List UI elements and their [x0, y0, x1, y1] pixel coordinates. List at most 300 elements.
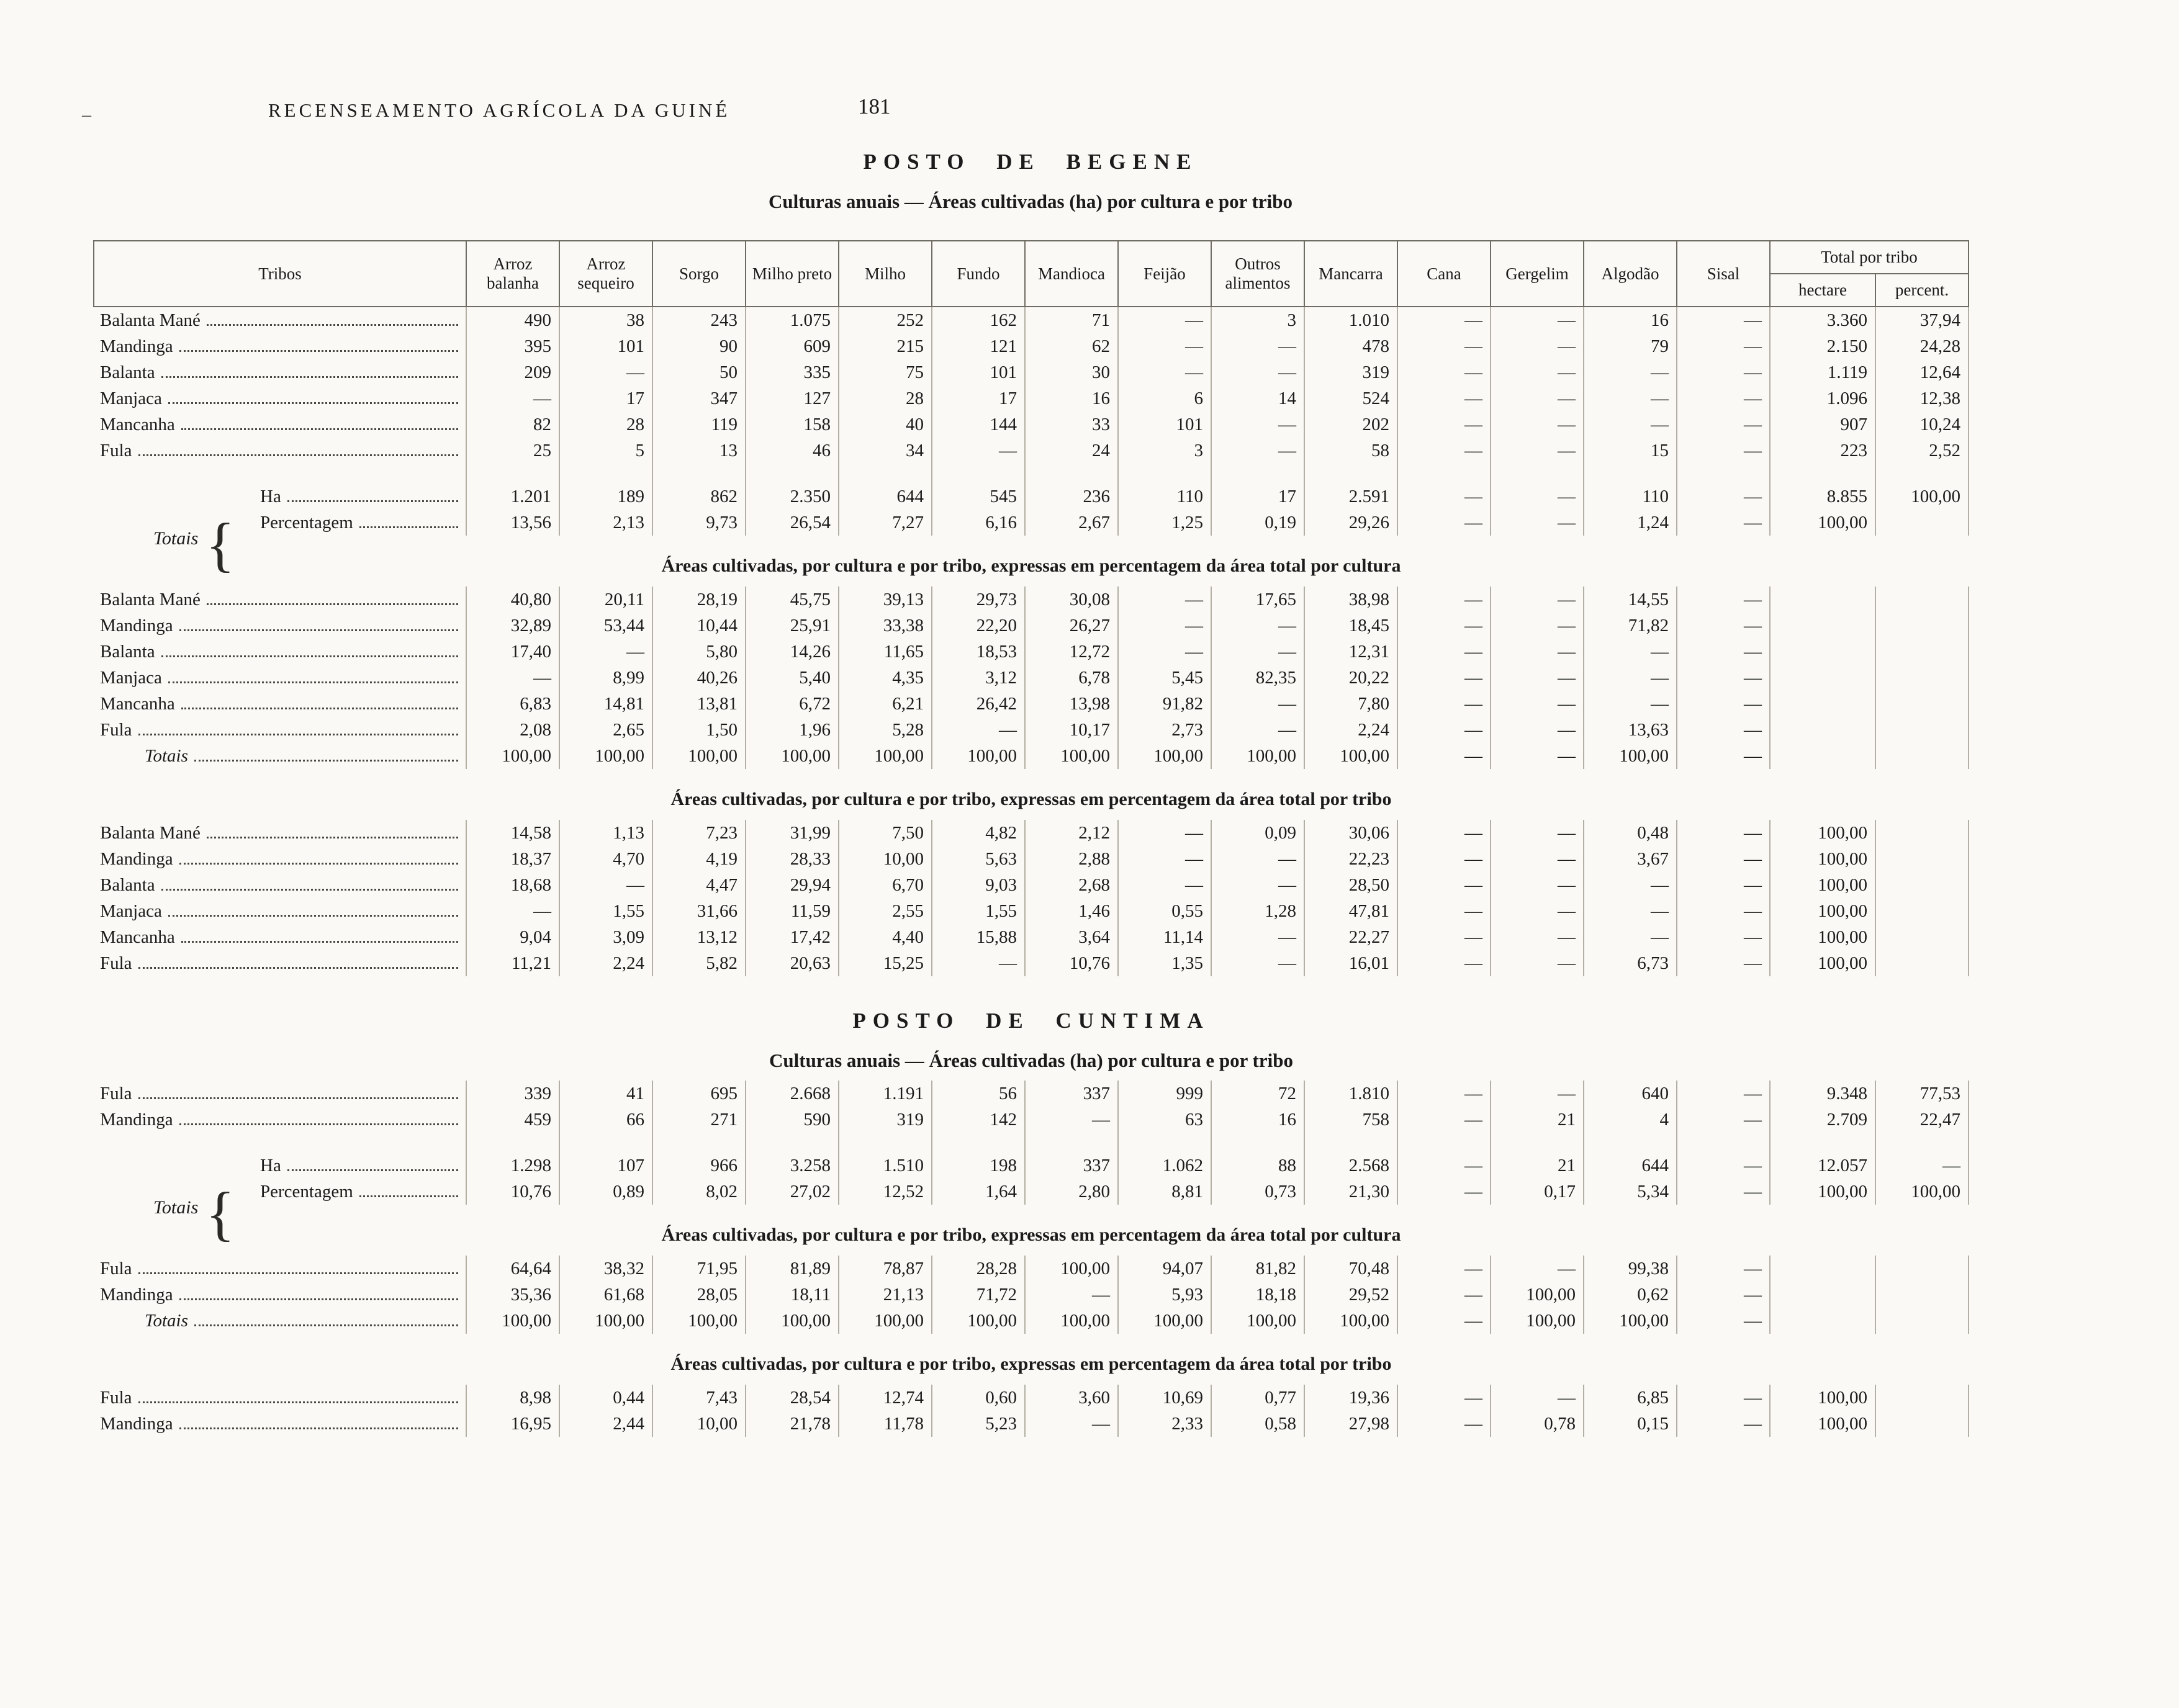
row-label: Fula: [94, 1256, 466, 1282]
value-cell: —: [1397, 1308, 1491, 1334]
value-cell: [1875, 950, 1969, 976]
value-cell: 30,06: [1304, 820, 1397, 846]
value-cell: 20,63: [746, 950, 839, 976]
value-cell: —: [1584, 359, 1677, 385]
value-cell: 5,93: [1118, 1282, 1211, 1308]
value-cell: 347: [652, 385, 746, 411]
cuntima-title: POSTO DE CUNTIMA: [852, 1009, 1210, 1033]
value-cell: 0,89: [559, 1179, 652, 1205]
row-label: Mandinga: [94, 333, 466, 359]
value-cell: 17: [1211, 464, 1304, 510]
value-cell: 17: [932, 385, 1025, 411]
row-label: Mancanha: [94, 924, 466, 950]
page-header: [0, 0, 2179, 146]
row-label: Balanta Mané: [94, 820, 466, 846]
value-cell: —: [1491, 333, 1584, 359]
value-cell: 16: [1025, 385, 1118, 411]
value-cell: [1875, 820, 1969, 846]
section-heading-row: [94, 536, 1969, 587]
value-cell: —: [1677, 1385, 1770, 1411]
value-cell: 31,66: [652, 898, 746, 924]
value-cell: —: [1397, 898, 1491, 924]
value-cell: —: [1677, 691, 1770, 717]
value-cell: —: [1397, 1256, 1491, 1282]
value-cell: —: [1677, 1282, 1770, 1308]
value-cell: 28,54: [746, 1385, 839, 1411]
dot-leader: [179, 1298, 458, 1300]
value-cell: 2,33: [1118, 1411, 1211, 1437]
value-cell: —: [1397, 464, 1491, 510]
value-cell: 0,55: [1118, 898, 1211, 924]
value-cell: 100,00: [466, 743, 559, 769]
value-cell: 56: [932, 1081, 1025, 1107]
value-cell: [1875, 613, 1969, 639]
value-cell: 100,00: [1304, 1308, 1397, 1334]
value-cell: 0,48: [1584, 820, 1677, 846]
value-cell: [1770, 1282, 1875, 1308]
cuntima-totais-pct-row: [94, 1179, 1969, 1205]
value-cell: —: [1677, 1411, 1770, 1437]
dot-leader: [179, 1427, 458, 1429]
value-cell: 18,68: [466, 872, 559, 898]
value-cell: 15: [1584, 438, 1677, 464]
value-cell: 78,87: [839, 1256, 932, 1282]
value-cell: 94,07: [1118, 1256, 1211, 1282]
value-cell: 30: [1025, 359, 1118, 385]
value-cell: —: [1491, 924, 1584, 950]
dot-leader: [161, 655, 458, 657]
dot-leader: [179, 629, 458, 631]
value-cell: 79: [1584, 333, 1677, 359]
value-cell: —: [1491, 438, 1584, 464]
value-cell: 10,00: [652, 1411, 746, 1437]
header-row-1: [94, 241, 1969, 274]
value-cell: 640: [1584, 1081, 1677, 1107]
value-cell: 2,80: [1025, 1179, 1118, 1205]
value-cell: —: [1584, 898, 1677, 924]
value-cell: 22,23: [1304, 846, 1397, 872]
begene-totais-ha-label: Totais { Ha: [94, 464, 466, 510]
value-cell: —: [466, 665, 559, 691]
brace-glyph: {: [205, 1180, 235, 1248]
value-cell: 29,52: [1304, 1282, 1397, 1308]
value-cell: —: [1211, 872, 1304, 898]
value-cell: 27,02: [746, 1179, 839, 1205]
value-cell: 644: [1584, 1133, 1677, 1179]
table-row: [94, 1385, 1969, 1411]
value-cell: —: [1677, 438, 1770, 464]
value-cell: 21,13: [839, 1282, 932, 1308]
value-cell: 14,81: [559, 691, 652, 717]
brace-glyph: {: [205, 511, 235, 579]
value-cell: —: [1584, 665, 1677, 691]
value-cell: 31,99: [746, 820, 839, 846]
row-label: Fula: [94, 438, 466, 464]
value-cell: 8,99: [559, 665, 652, 691]
col-header-total-group: Total por tribo: [1770, 241, 1969, 274]
value-cell: —: [1025, 1107, 1118, 1133]
value-cell: 15,88: [932, 924, 1025, 950]
value-cell: 28,19: [652, 587, 746, 613]
value-cell: —: [1397, 385, 1491, 411]
section-heading-cultura: Áreas cultivadas, por cultura e por tribo, expressas em percentagem da área total por cultura: [661, 555, 1401, 577]
value-cell: 32,89: [466, 613, 559, 639]
cuntima-title-body: [94, 976, 1969, 1081]
value-cell: 907: [1770, 411, 1875, 438]
value-cell: —: [559, 359, 652, 385]
value-cell: —: [1677, 359, 1770, 385]
table-row: [94, 1308, 1969, 1334]
col-header-crop: Arroz sequeiro: [559, 241, 652, 307]
dot-leader: [359, 526, 458, 528]
value-cell: 99,38: [1584, 1256, 1677, 1282]
value-cell: 41: [559, 1081, 652, 1107]
value-cell: 29,73: [932, 587, 1025, 613]
value-cell: [1875, 587, 1969, 613]
value-cell: 2,67: [1025, 510, 1118, 536]
cuntima-heading-tribo-body: [94, 1334, 1969, 1385]
col-header-percent: percent.: [1875, 274, 1969, 307]
value-cell: —: [1211, 359, 1304, 385]
census-table: [93, 240, 1969, 1437]
value-cell: 3: [1118, 438, 1211, 464]
value-cell: 13: [652, 438, 746, 464]
value-cell: [1875, 639, 1969, 665]
value-cell: 88: [1211, 1133, 1304, 1179]
value-cell: 100,00: [1118, 743, 1211, 769]
value-cell: —: [1875, 1133, 1969, 1179]
value-cell: 142: [932, 1107, 1025, 1133]
value-cell: —: [1677, 587, 1770, 613]
value-cell: 28,28: [932, 1256, 1025, 1282]
value-cell: —: [1397, 510, 1491, 536]
begene-pct-cultura-body: [94, 587, 1969, 769]
table-row: [94, 1282, 1969, 1308]
value-cell: 6,78: [1025, 665, 1118, 691]
begene-pct-tribo-body: [94, 820, 1969, 976]
row-label: Fula: [94, 717, 466, 743]
value-cell: —: [1491, 717, 1584, 743]
value-cell: —: [1677, 743, 1770, 769]
value-cell: 82: [466, 411, 559, 438]
value-cell: 100,00: [1211, 743, 1304, 769]
value-cell: [1770, 639, 1875, 665]
value-cell: 10,76: [466, 1179, 559, 1205]
begene-subtitle: Culturas anuais — Áreas cultivadas (ha) por cultura e por tribo: [769, 191, 1293, 212]
value-cell: —: [1677, 924, 1770, 950]
value-cell: 12,72: [1025, 639, 1118, 665]
value-cell: 545: [932, 464, 1025, 510]
totais-brace-label: Totais {: [153, 511, 235, 579]
value-cell: 644: [839, 464, 932, 510]
value-cell: —: [1397, 924, 1491, 950]
value-cell: 966: [652, 1133, 746, 1179]
begene-totais-pct-label: Percentagem: [94, 510, 466, 536]
value-cell: [1875, 846, 1969, 872]
value-cell: 110: [1118, 464, 1211, 510]
value-cell: 6,72: [746, 691, 839, 717]
cuntima-heading-cultura-body: [94, 1205, 1969, 1256]
value-cell: —: [1397, 438, 1491, 464]
row-label: Mancanha: [94, 411, 466, 438]
value-cell: 24,28: [1875, 333, 1969, 359]
value-cell: —: [1211, 717, 1304, 743]
value-cell: 1.510: [839, 1133, 932, 1179]
value-cell: 100,00: [1211, 1308, 1304, 1334]
value-cell: 5,80: [652, 639, 746, 665]
value-cell: 3,12: [932, 665, 1025, 691]
value-cell: 101: [559, 333, 652, 359]
value-cell: 62: [1025, 333, 1118, 359]
cuntima-totais-pct-label: Percentagem: [94, 1179, 466, 1205]
section-heading-tribo: Áreas cultivadas, por cultura e por tribo, expressas em percentagem da área total por tribo: [670, 1354, 1392, 1375]
value-cell: 7,23: [652, 820, 746, 846]
value-cell: 6,73: [1584, 950, 1677, 976]
value-cell: 91,82: [1118, 691, 1211, 717]
value-cell: 5,28: [839, 717, 932, 743]
value-cell: 21: [1491, 1133, 1584, 1179]
value-cell: 100,00: [1770, 510, 1875, 536]
value-cell: 61,68: [559, 1282, 652, 1308]
table-row: [94, 307, 1969, 333]
value-cell: [1875, 1308, 1969, 1334]
value-cell: 127: [746, 385, 839, 411]
dot-leader: [194, 760, 458, 762]
value-cell: —: [1677, 950, 1770, 976]
value-cell: 9,03: [932, 872, 1025, 898]
value-cell: 6,70: [839, 872, 932, 898]
value-cell: 2,24: [559, 950, 652, 976]
value-cell: 2.709: [1770, 1107, 1875, 1133]
value-cell: 12.057: [1770, 1133, 1875, 1179]
value-cell: 6,21: [839, 691, 932, 717]
value-cell: 16,01: [1304, 950, 1397, 976]
value-cell: —: [932, 950, 1025, 976]
row-label: Totais: [94, 1308, 466, 1334]
dot-leader: [161, 376, 458, 378]
value-cell: 119: [652, 411, 746, 438]
dot-leader: [179, 350, 458, 352]
value-cell: 335: [746, 359, 839, 385]
value-cell: —: [1584, 411, 1677, 438]
value-cell: 12,52: [839, 1179, 932, 1205]
dot-leader: [168, 915, 458, 917]
value-cell: 26,54: [746, 510, 839, 536]
value-cell: 100,00: [1491, 1282, 1584, 1308]
table-row: [94, 1081, 1969, 1107]
table-row: [94, 1256, 1969, 1282]
value-cell: 158: [746, 411, 839, 438]
value-cell: 101: [1118, 411, 1211, 438]
value-cell: [1770, 691, 1875, 717]
value-cell: —: [1677, 613, 1770, 639]
value-cell: 2,08: [466, 717, 559, 743]
value-cell: 5,82: [652, 950, 746, 976]
value-cell: —: [1677, 1179, 1770, 1205]
value-cell: 10,44: [652, 613, 746, 639]
row-label: Fula: [94, 1385, 466, 1411]
value-cell: 64,64: [466, 1256, 559, 1282]
table-row: [94, 613, 1969, 639]
col-header-crop: Mandioca: [1025, 241, 1118, 307]
row-label: Mandinga: [94, 613, 466, 639]
value-cell: 5: [559, 438, 652, 464]
section-heading-row: [94, 1334, 1969, 1385]
value-cell: 26,42: [932, 691, 1025, 717]
table-row: [94, 411, 1969, 438]
value-cell: —: [1677, 1133, 1770, 1179]
value-cell: —: [1677, 717, 1770, 743]
value-cell: 1.810: [1304, 1081, 1397, 1107]
value-cell: —: [932, 438, 1025, 464]
value-cell: —: [1397, 717, 1491, 743]
value-cell: 100,00: [1304, 743, 1397, 769]
value-cell: —: [1491, 411, 1584, 438]
value-cell: 2,13: [559, 510, 652, 536]
value-cell: 758: [1304, 1107, 1397, 1133]
value-cell: —: [1677, 510, 1770, 536]
value-cell: 695: [652, 1081, 746, 1107]
value-cell: 1.062: [1118, 1133, 1211, 1179]
cuntima-subtitle-row: [94, 1033, 1969, 1081]
value-cell: 70,48: [1304, 1256, 1397, 1282]
value-cell: —: [1677, 385, 1770, 411]
value-cell: 3,67: [1584, 846, 1677, 872]
value-cell: [1875, 691, 1969, 717]
value-cell: —: [1118, 872, 1211, 898]
value-cell: —: [1211, 411, 1304, 438]
value-cell: 100,00: [1770, 846, 1875, 872]
cuntima-totais-ha-row: [94, 1133, 1969, 1179]
value-cell: 100,00: [652, 743, 746, 769]
value-cell: [1875, 898, 1969, 924]
dot-leader: [194, 1324, 458, 1326]
value-cell: 21: [1491, 1107, 1584, 1133]
value-cell: 37,94: [1875, 307, 1969, 333]
value-cell: 319: [1304, 359, 1397, 385]
value-cell: 10,69: [1118, 1385, 1211, 1411]
col-header-crop: Sisal: [1677, 241, 1770, 307]
value-cell: 15,25: [839, 950, 932, 976]
value-cell: 4,82: [932, 820, 1025, 846]
cuntima-pct-cultura-body: [94, 1256, 1969, 1334]
table-row: [94, 587, 1969, 613]
value-cell: 100,00: [559, 743, 652, 769]
value-cell: 9,73: [652, 510, 746, 536]
value-cell: 107: [559, 1133, 652, 1179]
value-cell: 999: [1118, 1081, 1211, 1107]
value-cell: 2,44: [559, 1411, 652, 1437]
value-cell: 1,24: [1584, 510, 1677, 536]
value-cell: 26,27: [1025, 613, 1118, 639]
value-cell: 2,68: [1025, 872, 1118, 898]
value-cell: 100,00: [1584, 1308, 1677, 1334]
table-row: [94, 820, 1969, 846]
value-cell: 198: [932, 1133, 1025, 1179]
dot-leader: [138, 1272, 458, 1274]
value-cell: 0,60: [932, 1385, 1025, 1411]
value-cell: 2,73: [1118, 717, 1211, 743]
value-cell: —: [1397, 743, 1491, 769]
col-header-tribos: Tribos: [94, 241, 466, 307]
value-cell: 7,27: [839, 510, 932, 536]
value-cell: 100,00: [932, 743, 1025, 769]
dot-leader: [138, 454, 458, 456]
value-cell: 10,24: [1875, 411, 1969, 438]
value-cell: —: [1491, 872, 1584, 898]
value-cell: 2,88: [1025, 846, 1118, 872]
value-cell: —: [1397, 587, 1491, 613]
value-cell: 90: [652, 333, 746, 359]
table-row: [94, 1107, 1969, 1133]
row-label: Mandinga: [94, 1411, 466, 1437]
value-cell: [1770, 743, 1875, 769]
value-cell: 189: [559, 464, 652, 510]
value-cell: 17,65: [1211, 587, 1304, 613]
value-cell: 100,00: [839, 743, 932, 769]
section-heading-row: [94, 1205, 1969, 1256]
value-cell: 0,73: [1211, 1179, 1304, 1205]
value-cell: 202: [1304, 411, 1397, 438]
value-cell: 72: [1211, 1081, 1304, 1107]
value-cell: 47,81: [1304, 898, 1397, 924]
value-cell: 33,38: [839, 613, 932, 639]
value-cell: —: [1677, 1308, 1770, 1334]
dot-leader: [179, 1123, 458, 1125]
value-cell: 19,36: [1304, 1385, 1397, 1411]
margin-mark: –: [82, 104, 91, 125]
value-cell: 0,09: [1211, 820, 1304, 846]
col-header-crop: Milho: [839, 241, 932, 307]
value-cell: 16: [1584, 307, 1677, 333]
totais-brace-label: Totais {: [153, 1180, 235, 1248]
value-cell: —: [1677, 333, 1770, 359]
value-cell: 1,13: [559, 820, 652, 846]
value-cell: 395: [466, 333, 559, 359]
table-header: [94, 241, 1969, 307]
value-cell: 13,63: [1584, 717, 1677, 743]
value-cell: —: [1211, 438, 1304, 464]
value-cell: —: [1025, 1282, 1118, 1308]
value-cell: [1770, 613, 1875, 639]
value-cell: 11,65: [839, 639, 932, 665]
value-cell: 18,53: [932, 639, 1025, 665]
value-cell: 0,15: [1584, 1411, 1677, 1437]
value-cell: 9,04: [466, 924, 559, 950]
value-cell: 1.119: [1770, 359, 1875, 385]
begene-totais-pct-row: [94, 510, 1969, 536]
value-cell: [1875, 1411, 1969, 1437]
dot-leader: [181, 428, 458, 430]
value-cell: 4,70: [559, 846, 652, 872]
value-cell: 17,42: [746, 924, 839, 950]
value-cell: —: [1397, 846, 1491, 872]
value-cell: 1,55: [932, 898, 1025, 924]
value-cell: 101: [932, 359, 1025, 385]
value-cell: 50: [652, 359, 746, 385]
value-cell: —: [1677, 1256, 1770, 1282]
value-cell: 100,00: [1025, 743, 1118, 769]
value-cell: —: [1677, 1081, 1770, 1107]
dot-leader: [181, 941, 458, 943]
value-cell: 71,95: [652, 1256, 746, 1282]
dot-leader: [138, 734, 458, 735]
value-cell: 40,80: [466, 587, 559, 613]
value-cell: [1875, 872, 1969, 898]
value-cell: 12,38: [1875, 385, 1969, 411]
value-cell: 1.010: [1304, 307, 1397, 333]
value-cell: —: [1677, 665, 1770, 691]
